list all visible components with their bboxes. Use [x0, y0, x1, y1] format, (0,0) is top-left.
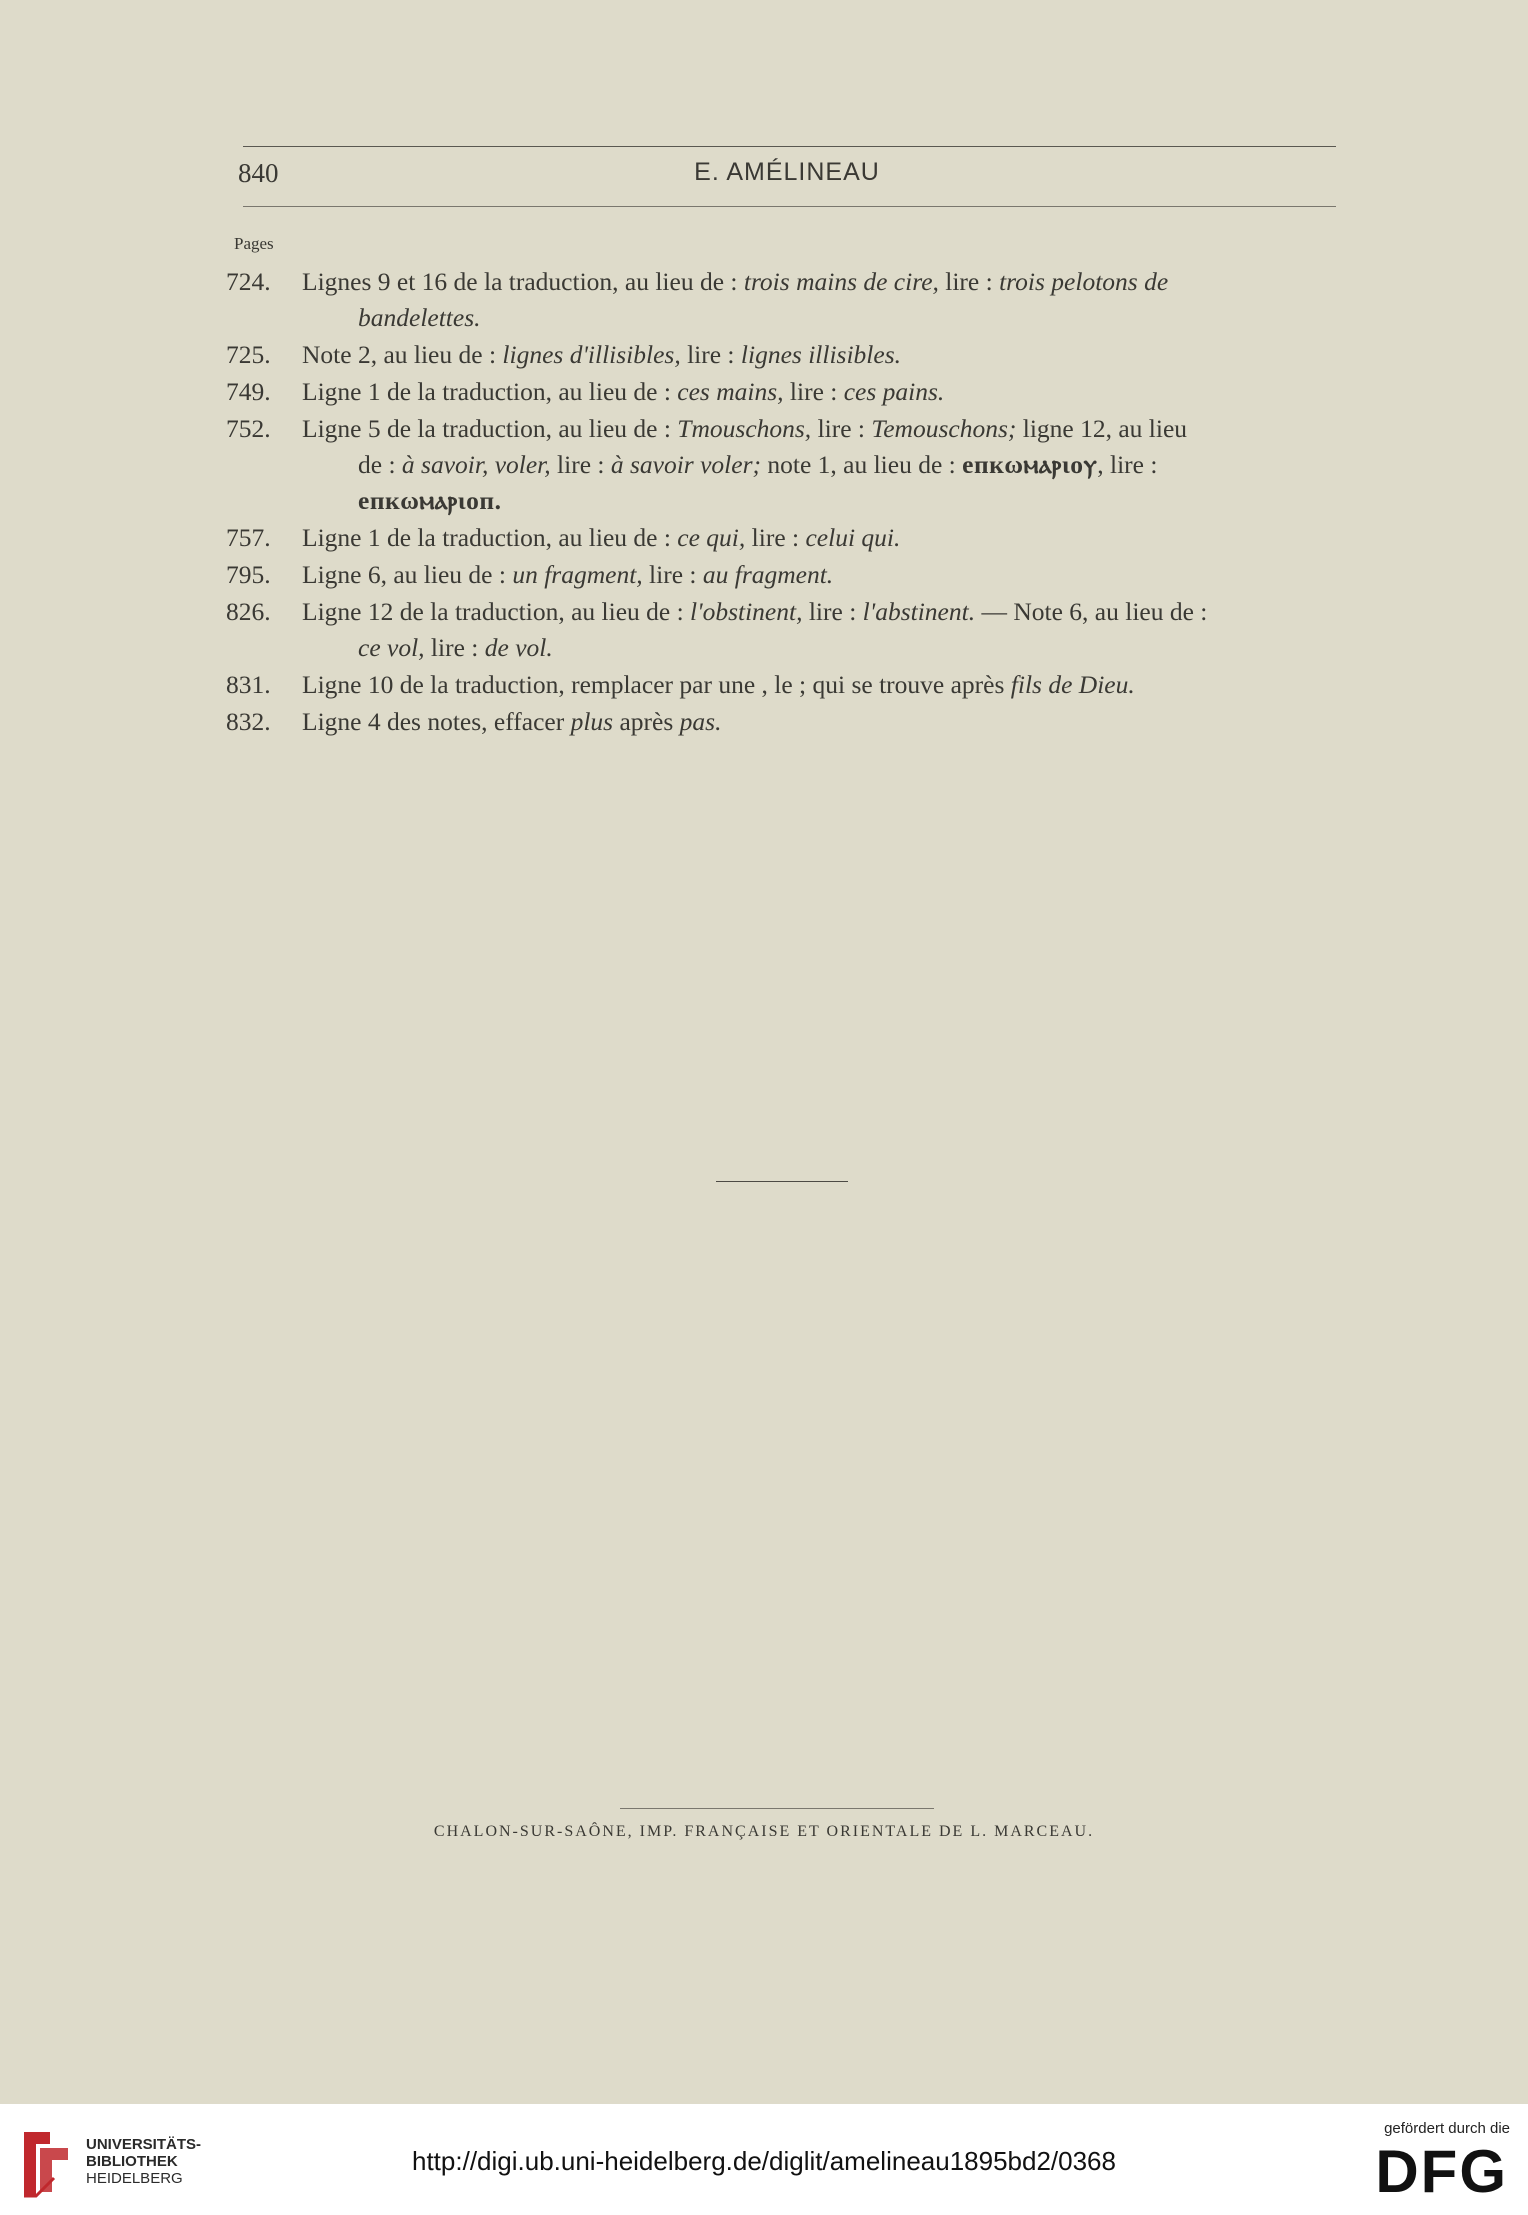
italic-phrase: l'obstinent,: [690, 597, 803, 626]
text-run: lire :: [811, 414, 872, 443]
library-name-line1: UNIVERSITÄTS-: [86, 2136, 202, 2153]
italic-phrase: lignes d'illisibles,: [502, 340, 681, 369]
running-header: [238, 152, 1336, 192]
text-run: Ligne 1 de la traduction, au lieu de :: [302, 377, 678, 406]
entry-page-number: 831.: [226, 670, 271, 699]
imprint-rule: [620, 1808, 934, 1809]
italic-phrase: au fragment.: [702, 560, 834, 589]
errata-entry: [226, 667, 1336, 703]
header-top-rule: [243, 146, 1336, 147]
italic-phrase: ces mains,: [677, 377, 784, 406]
text-run: de :: [358, 450, 402, 479]
errata-entry: [226, 557, 1336, 593]
italic-phrase: trois pelotons de: [999, 267, 1169, 296]
text-run: — Note 6, au lieu de :: [975, 597, 1208, 626]
italic-phrase: Tmouschons,: [677, 414, 812, 443]
text-run: lire :: [642, 560, 703, 589]
errata-entry: [226, 520, 1336, 556]
digitization-footer: [0, 2104, 1528, 2215]
text-run: ligne 12, au lieu: [1016, 414, 1188, 443]
entry-continuation-line: [302, 630, 1336, 666]
text-run: lire :: [802, 597, 863, 626]
errata-list: [226, 264, 1336, 741]
entry-text: [302, 520, 1336, 556]
entry-text: [302, 411, 1336, 519]
entry-page-number: 795.: [226, 560, 271, 589]
text-run: lire :: [680, 340, 741, 369]
text-run: Lignes 9 et 16 de la traduction, au lieu de :: [302, 267, 744, 296]
permalink-url[interactable]: http://digi.ub.uni-heidelberg.de/diglit/amelineau1895bd2/0368: [412, 2146, 1116, 2176]
italic-phrase: ce vol,: [358, 633, 425, 662]
text-run: note 1, au lieu de :: [761, 450, 963, 479]
printer-imprint: CHALON-SUR-SAÔNE, IMP. FRANÇAISE ET ORIENTALE DE L. MARCEAU.: [433, 1823, 1095, 1840]
italic-phrase: à savoir, voler,: [401, 450, 551, 479]
entry-text: [302, 704, 1336, 740]
running-title: E. AMÉLINEAU: [694, 158, 880, 186]
text-run: Ligne 1 de la traduction, au lieu de :: [302, 523, 678, 552]
coptic-word: епкωⲙⲁⲣιоп.: [358, 486, 502, 515]
errata-entry: [226, 594, 1336, 666]
entry-text: [302, 557, 1336, 593]
text-run: Ligne 6, au lieu de :: [302, 560, 513, 589]
errata-entry: [226, 374, 1336, 410]
entry-text: [302, 264, 1336, 336]
text-run: Ligne 4 des notes, effacer: [302, 707, 571, 736]
pages-column-label: Pages: [234, 234, 274, 253]
italic-phrase: à savoir voler;: [610, 450, 761, 479]
entry-continuation-line: [302, 483, 1336, 519]
italic-phrase: ces pains.: [843, 377, 945, 406]
entry-page-number: 725.: [226, 340, 271, 369]
text-run: Ligne 5 de la traduction, au lieu de :: [302, 414, 678, 443]
italic-phrase: pas.: [679, 707, 722, 736]
italic-phrase: ce qui,: [677, 523, 746, 552]
errata-entry: [226, 264, 1336, 336]
coptic-word: епкωⲙⲁⲣιоⲩ: [962, 450, 1098, 479]
funder-caption: gefördert durch die: [1384, 2120, 1510, 2137]
entry-text: [302, 337, 1336, 373]
page-number: 840: [238, 158, 279, 188]
italic-phrase: l'abstinent.: [862, 597, 976, 626]
entry-continuation-line: [302, 300, 1336, 336]
errata-entry: [226, 411, 1336, 519]
italic-phrase: fils de Dieu.: [1010, 670, 1135, 699]
entry-page-number: 724.: [226, 267, 271, 296]
closing-rule: [716, 1181, 848, 1182]
italic-phrase: un fragment,: [512, 560, 643, 589]
header-bottom-rule: [243, 206, 1336, 207]
text-run: lire :: [424, 633, 485, 662]
library-name-line2: BIBLIOTHEK: [86, 2153, 178, 2170]
entry-page-number: 826.: [226, 597, 271, 626]
errata-entry: [226, 704, 1336, 740]
entry-text: [302, 594, 1336, 666]
text-run: Ligne 10 de la traduction, remplacer par une , le ; qui se trouve après: [302, 670, 1011, 699]
italic-phrase: de vol.: [484, 633, 553, 662]
entry-text: [302, 667, 1336, 703]
text-run: après: [613, 707, 680, 736]
entry-page-number: 832.: [226, 707, 271, 736]
text-run: Ligne 12 de la traduction, au lieu de :: [302, 597, 691, 626]
italic-phrase: celui qui.: [805, 523, 901, 552]
text-run: , lire :: [1097, 450, 1158, 479]
italic-phrase: plus: [570, 707, 614, 736]
italic-phrase: bandelettes.: [358, 303, 481, 332]
entry-page-number: 752.: [226, 414, 271, 443]
text-run: Note 2, au lieu de :: [302, 340, 503, 369]
text-run: lire :: [783, 377, 844, 406]
italic-phrase: trois mains de cire,: [743, 267, 939, 296]
text-run: lire :: [938, 267, 1000, 296]
italic-phrase: lignes illisibles.: [740, 340, 901, 369]
entry-page-number: 749.: [226, 377, 271, 406]
text-run: lire :: [745, 523, 806, 552]
entry-page-number: 757.: [226, 523, 271, 552]
entry-text: [302, 374, 1336, 410]
errata-entry: [226, 337, 1336, 373]
dfg-logo: DFG: [1375, 2138, 1508, 2205]
library-name-line3: HEIDELBERG: [86, 2170, 183, 2187]
italic-phrase: Temouschons;: [871, 414, 1017, 443]
text-run: lire :: [550, 450, 611, 479]
entry-continuation-line: [302, 447, 1336, 483]
